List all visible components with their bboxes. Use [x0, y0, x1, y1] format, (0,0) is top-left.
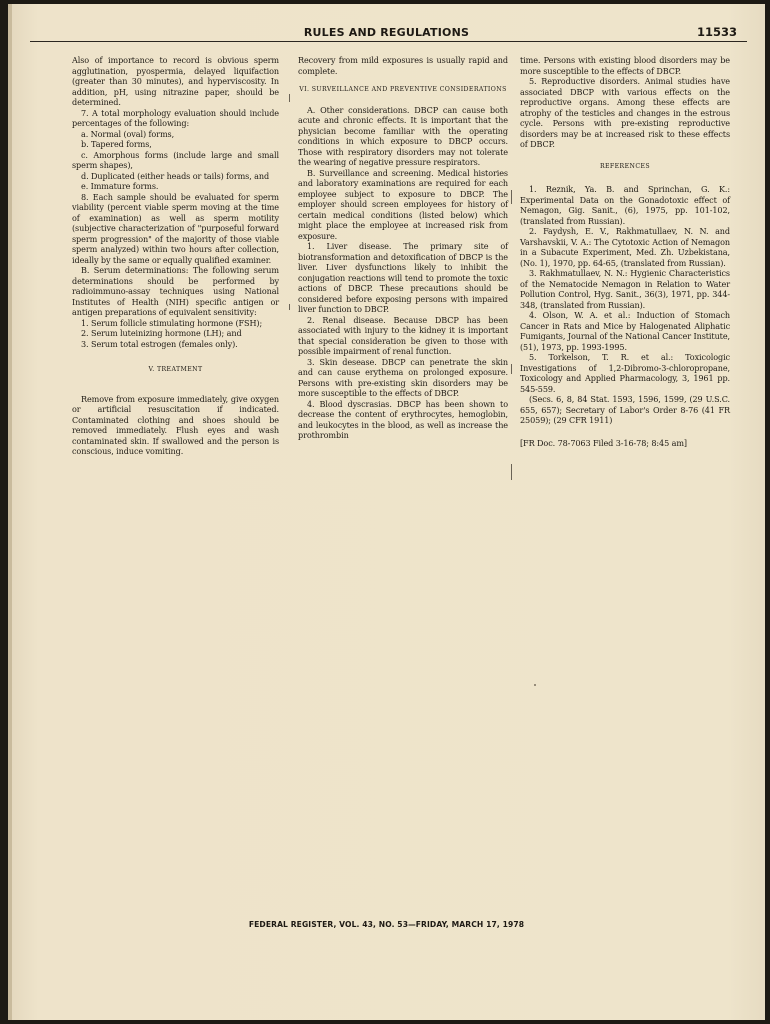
- authority-citation: (Secs. 6, 8, 84 Stat. 1593, 1596, 1599, (29 U.S.C. 655, 657); Secretary of Labor's Order 8-76 (41 FR 25059); (29 CFR 1911): [520, 394, 730, 425]
- column-rule: [289, 94, 290, 102]
- running-head: RULES AND REGULATIONS: [303, 26, 470, 39]
- speck: [534, 684, 536, 686]
- page-number: 11533: [696, 25, 737, 39]
- section-heading: VI. SURVEILLANCE AND PREVENTIVE CONSIDERATIONS: [299, 86, 507, 93]
- column-rule: [511, 190, 512, 204]
- reference-item: 4. Olson, W. A. et al.: Induction of Stomach Cancer in Rats and Mice by Halogenated Aliphatic Fumigants, Journal of the National Cancer Institute, (51), 1973, pp. 1993-1995.: [520, 310, 730, 352]
- list-item: d. Duplicated (either heads or tails) forms, and: [81, 170, 270, 181]
- column-3: [520, 55, 730, 448]
- paragraph: 8. Each sample should be evaluated for sperm viability (percent viable sperm moving at the time of examination) as well as sperm motility (subjective characterization of "purposeful forward sperm progression" of the majority of those viable sperm analyzed) within two hours after collection, ideally by the same or equally qualified examiner.: [72, 191, 279, 265]
- reference-item: 3. Rakhmatullaev, N. N.: Hygienic Characteristics of the Nematocide Nemagon in Relation to Water Pollution Control, Hyg. Sanit., 36(3), 1971, pp. 344-348, (translated from Russian).: [520, 268, 730, 310]
- list-item: 3. Serum total estrogen (females only).: [81, 338, 238, 349]
- paragraph: 4. Blood dyscrasias. DBCP has been shown to decrease the content of erythrocytes, hemoglobin, and leukocytes in the blood, as well as increase the prothrombin: [298, 398, 508, 440]
- paragraph: B. Surveillance and screening. Medical histories and laboratory examinations are required for each employee subject to exposure to DBCP. The employer should screen employees for history of certain medical conditions (listed below) which might place the employee at increased risk from exposure.: [298, 167, 508, 241]
- list-item: b. Tapered forms,: [81, 139, 152, 149]
- list-item: e. Immature forms.: [81, 181, 159, 191]
- paragraph: 3. Skin desease. DBCP can penetrate the skin and can cause erythema on prolonged exposure. Persons with pre-existing skin disorders may be more susceptible to the effects of DBCP.: [298, 356, 508, 398]
- section-heading: REFERENCES: [599, 162, 651, 170]
- paragraph: 1. Liver disease. The primary site of biotransformation and detoxification of DBCP is the liver. Liver dysfunctions likely to inhibit the conjugation reactions will tend to promote the toxic actions of DBCP. These precautions should be considered before exposing persons with impaired liver function to DBCP.: [298, 241, 508, 314]
- column-2: [298, 55, 508, 441]
- list-item: 2. Serum luteinizing hormone (LH); and: [81, 328, 242, 338]
- section-heading: V. TREATMENT: [148, 366, 203, 373]
- paragraph: Also of importance to record is obvious sperm agglutination, pyospermia, delayed liquifaction (greater than 30 minutes), and hyperviscosity. In addition, pH, using nitrazine paper, should be determined.: [72, 55, 279, 107]
- page-binding-edge: [8, 4, 12, 1020]
- list-item: c. Amorphous forms (include large and small sperm shapes),: [72, 149, 279, 170]
- paragraph: 2. Renal disease. Because DBCP has been associated with injury to the kidney it is important that special consideration be given to those with possible impairment of renal function.: [298, 314, 508, 356]
- document-page: [8, 4, 765, 1020]
- list-item: 1. Serum follicle stimulating hormone (FSH);: [81, 317, 263, 328]
- paragraph: Remove from exposure immediately, give oxygen or artificial resuscitation if indicated. Contaminated clothing and shoes should be removed immediately. Flush eyes and wash contaminated skin. If swallowed and the person is conscious, induce vomiting.: [72, 393, 279, 456]
- spacer: [520, 426, 730, 438]
- list-item: a. Normal (oval) forms,: [81, 128, 175, 139]
- column-rule: [289, 304, 290, 310]
- page-footer: FEDERAL REGISTER, VOL. 43, NO. 53—FRIDAY, MARCH 17, 1978: [248, 920, 525, 929]
- column-1: [72, 55, 279, 457]
- paragraph: Recovery from mild exposures is usually rapid and complete.: [298, 55, 508, 76]
- column-rule: [511, 464, 512, 480]
- column-rule: [511, 364, 512, 374]
- paragraph: time. Persons with existing blood disorders may be more susceptible to the effects of DBCP.: [520, 55, 730, 76]
- header-rule: [30, 41, 747, 42]
- paragraph: A. Other considerations. DBCP can cause both acute and chronic effects. It is important that the physician become familiar with the operating conditions in which exposure to DBCP occurs. Those with respiratory disorders may not tolerate the wearing of negative pressure respirators.: [298, 104, 508, 167]
- fr-doc-line: [FR Doc. 78-7063 Filed 3-16-78; 8:45 am]: [520, 437, 687, 448]
- reference-item: 5. Torkelson, T. R. et al.: Toxicologic Investigations of 1,2-Dibromo-3-chloropropane, Toxicology and Applied Pharmacology, 3, 1961 pp. 545-559.: [520, 352, 730, 394]
- reference-item: 1. Reznik, Ya. B. and Sprinchan, G. K.: Experimental Data on the Gonadotoxic effect of Nemagon, Gig. Sanit., (6), 1975, pp. 101-102, (translated from Russian).: [520, 184, 730, 226]
- paragraph: 7. A total morphology evaluation should include percentages of the following:: [72, 107, 279, 128]
- paragraph: 5. Reproductive disorders. Animal studies have associated DBCP with various effects on the reproductive organs. Among these effects are atrophy of the testicles and changes in the estrous cycle. Persons with pre-existing reproductive disorders may be at increased risk to these effects of DBCP.: [520, 76, 730, 149]
- paragraph: B. Serum determinations: The following serum determinations should be performed by radioimmuno-assay techniques using National Institutes of Health (NIH) specific antigen or antigen preparations of equivalent sensitivity:: [72, 265, 279, 317]
- reference-item: 2. Faydysh, E. V., Rakhmatullaev, N. N. and Varshavskii, V. A.: The Cytotoxic Action of Nemagon in a Subacute Experiment, Med. Zh. Uzbekistana, (No. 1), 1970, pp. 64-65, (translated from Russian).: [520, 226, 730, 268]
